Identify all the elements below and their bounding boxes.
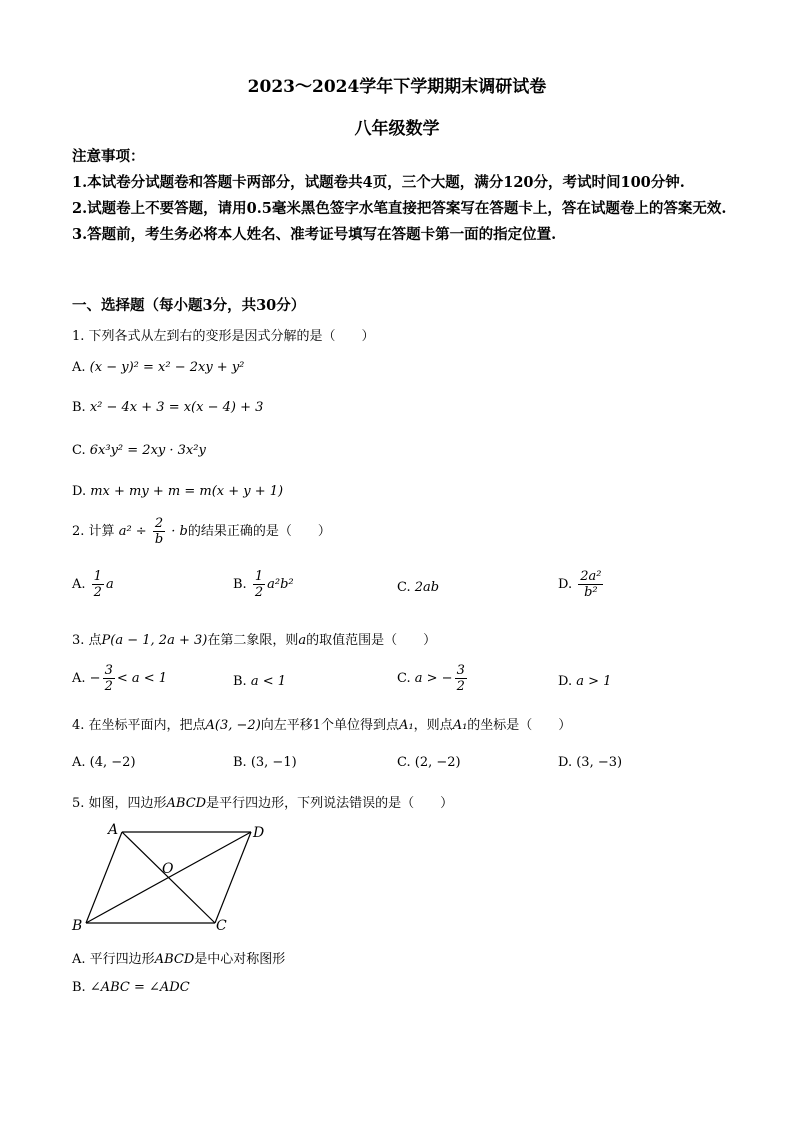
exam-subtitle: 八年级数学 bbox=[354, 119, 440, 139]
side-ab bbox=[86, 832, 122, 923]
q1-option-d: D. mx + my + m = m(x + y + 1) bbox=[72, 484, 284, 499]
q3-option-b: B. a < 1 bbox=[233, 674, 287, 689]
q3-option-a: A. − $\frac{3}{2}$ < a < 1 bbox=[72, 663, 168, 694]
vertex-b-label: B bbox=[72, 918, 83, 934]
q2-stem: 2. 计算 a² ÷ $\frac{2}{b}$ · b的结果正确的是（ ） bbox=[72, 516, 331, 547]
section-heading: 一、选择题（每小题3分，共30分） bbox=[72, 297, 306, 314]
q4-option-d: D. (3, −3) bbox=[558, 755, 623, 770]
q4-stem: 4. 在坐标平面内，把点A(3, −2)向左平移1个单位得到点A₁，则点A₁的坐标是（ ） bbox=[72, 718, 572, 733]
q3-option-c: C. a > − $\frac{3}{2}$ bbox=[397, 663, 465, 694]
q2-option-d: D. $\frac{\text{2a²}}{\text{b²}}$ bbox=[558, 569, 602, 600]
vertex-d-label: D bbox=[253, 825, 265, 841]
q5-option-b: B. ∠ABC = ∠ADC bbox=[72, 980, 190, 995]
diagonal-bd bbox=[86, 832, 251, 923]
q1-option-b: B. x² − 4x + 3 = x(x − 4) + 3 bbox=[72, 400, 264, 415]
center-o-label: O bbox=[162, 861, 174, 877]
side-cd bbox=[215, 832, 251, 923]
q4-option-b: B. (3, −1) bbox=[233, 755, 297, 770]
q4-option-c: C. (2, −2) bbox=[397, 755, 461, 770]
q5-stem: 5. 如图，四边形ABCD是平行四边形，下列说法错误的是（ ） bbox=[72, 796, 454, 811]
notes-item-1: 1.本试卷分试题卷和答题卡两部分，试题卷共4页，三个大题，满分120分，考试时间100分钟. bbox=[72, 174, 685, 191]
q2-option-b: B. $\frac{1}{2}$ a²b² bbox=[233, 569, 294, 600]
q1-option-c: C. 6x³y² = 2xy · 3x²y bbox=[72, 443, 206, 458]
q4-option-a: A. (4, −2) bbox=[72, 755, 136, 770]
q2-option-a: A. $\frac{1}{2}$ a bbox=[72, 569, 114, 600]
notes-block bbox=[72, 144, 732, 248]
q1-stem: 1. 下列各式从左到右的变形是因式分解的是（ ） bbox=[72, 329, 375, 344]
q1-option-a: A. (x − y)² = x² − 2xy + y² bbox=[72, 360, 245, 375]
q2-option-c: C. 2ab bbox=[397, 580, 440, 595]
parallelogram-figure bbox=[68, 820, 278, 935]
notes-item-2: 2.试题卷上不要答题，请用0.5毫米黑色签字水笔直接把答案写在答题卡上，答在试题卷上的答案无效. bbox=[72, 200, 727, 217]
vertex-c-label: C bbox=[216, 918, 227, 934]
vertex-a-label: A bbox=[108, 822, 119, 838]
q5-option-a: A. 平行四边形ABCD是中心对称图形 bbox=[72, 952, 286, 967]
exam-title: 2023～2024学年下学期期末调研试卷 bbox=[247, 77, 547, 97]
q3-stem: 3. 点P(a − 1, 2a + 3)在第二象限，则a的取值范围是（ ） bbox=[72, 633, 437, 648]
notes-heading: 注意事项： bbox=[72, 148, 145, 165]
q3-option-d: D. a > 1 bbox=[558, 674, 612, 689]
notes-item-3: 3.答题前，考生务必将本人姓名、准考证号填写在答题卡第一面的指定位置. bbox=[72, 226, 557, 243]
